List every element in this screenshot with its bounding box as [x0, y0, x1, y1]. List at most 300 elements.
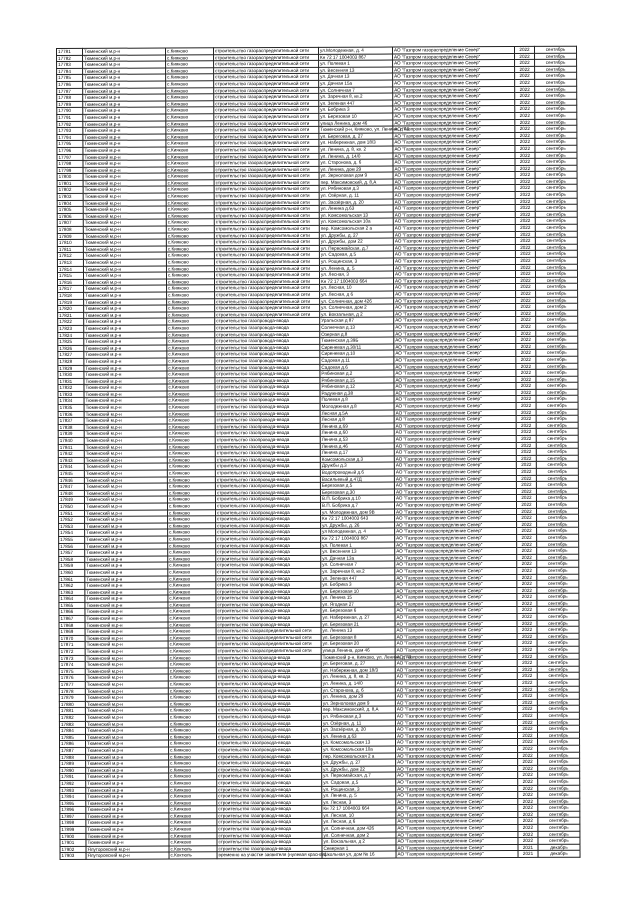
locality-cell: с.Кияково [168, 549, 216, 556]
month-cell: сентябрь [535, 66, 577, 73]
organization-cell: АО "Газпром газораспределение Север" [393, 264, 515, 271]
month-cell: сентябрь [536, 336, 578, 343]
locality-cell: с.Кияково [167, 298, 215, 305]
district-cell: Тюменский м.р-н [85, 674, 168, 681]
month-cell: сентябрь [536, 290, 578, 297]
work-type-cell: строительство газораспределительной сети [214, 166, 319, 173]
row-number-cell: 17857 [59, 550, 85, 557]
address-cell: В.П. Бобрика д.10 [320, 495, 394, 502]
work-type-cell: строительство газопровода-ввода [215, 430, 320, 437]
year-cell: 2022 [515, 139, 535, 146]
month-cell: сентябрь [538, 818, 580, 825]
month-cell: сентябрь [537, 580, 579, 587]
work-type-cell: строительство газопровода-ввода [216, 733, 321, 740]
row-number-cell: 17882 [59, 714, 85, 721]
district-cell: Тюменский м.р-н [83, 160, 166, 167]
year-cell: 2022 [517, 627, 537, 634]
address-cell: ул. Старонова, д. 6 [319, 159, 393, 166]
year-cell: 2022 [516, 429, 536, 436]
locality-cell: с.Кияково [169, 826, 217, 833]
month-cell: сентябрь [535, 257, 577, 264]
organization-cell: АО "Газпром газораспределение Север" [396, 798, 518, 805]
year-cell: 2022 [517, 646, 537, 653]
locality-cell: с.Кияково [168, 523, 216, 530]
year-cell: 2022 [516, 396, 536, 403]
district-cell: Тюменский м.р-н [86, 806, 169, 813]
year-cell: 2022 [516, 416, 536, 423]
address-cell: Ленина д.69 [320, 423, 394, 430]
organization-cell: АО "Газпром газораспределение Север" [395, 666, 517, 673]
month-cell: сентябрь [535, 152, 577, 159]
month-cell: сентябрь [537, 725, 579, 732]
year-cell: 2022 [517, 726, 537, 733]
work-type-cell: строительство газопровода-ввода [216, 535, 321, 542]
district-cell: Тюменский м.р-н [83, 134, 166, 141]
work-type-cell: строительство газораспределительной сети [214, 61, 319, 68]
district-cell: Ялуторовский м.р-н [86, 852, 169, 859]
row-number-cell: 17781 [57, 48, 83, 55]
locality-cell: с.Кияково [166, 61, 214, 68]
district-cell: Тюменский м.р-н [83, 147, 166, 154]
organization-cell: АО "Газпром газораспределение Север" [393, 225, 515, 232]
work-type-cell: строительство газопровода-ввода [215, 450, 320, 457]
organization-cell: АО "Газпром газораспределение Север" [394, 330, 516, 337]
row-number-cell: 17812 [57, 253, 83, 260]
locality-cell: с.Кияково [166, 147, 214, 154]
locality-cell: с.Кияково [169, 799, 217, 806]
month-cell: сентябрь [536, 422, 578, 429]
locality-cell: с.Кияково [168, 582, 216, 589]
locality-cell: с.Кияково [166, 127, 214, 134]
month-cell: сентябрь [537, 534, 579, 541]
organization-cell: АО "Газпром газораспределение Север" [395, 712, 517, 719]
address-cell: ул. Зерноловая дом 9 [321, 700, 395, 707]
address-cell: ул. Ленина 15 [321, 594, 395, 601]
work-type-cell: строительство газораспределительной сети [214, 47, 319, 54]
address-cell: Рябиновая д.12 [320, 383, 394, 390]
locality-cell: с.Кияково [168, 701, 216, 708]
year-cell: 2022 [516, 455, 536, 462]
work-type-cell: строительство газопровода-ввода [217, 766, 322, 773]
row-number-cell: 17870 [59, 635, 85, 642]
organization-cell: АО "Газпром газораспределение Север" [393, 178, 515, 185]
organization-cell: АО "Газпром газораспределение Север" [394, 495, 516, 502]
row-number-cell: 17789 [57, 101, 83, 108]
work-type-cell: строительство газопровода-ввода [216, 707, 321, 714]
address-cell: Тюменский р-н, Кияково, ул. Ленина, д 43 [322, 654, 412, 660]
district-cell: Тюменский м.р-н [83, 239, 166, 246]
organization-cell: АО "Газпром газораспределение Север" [394, 403, 516, 410]
address-cell: ул. Заозёрная, д. 20 [321, 726, 395, 733]
month-cell: сентябрь [537, 541, 579, 548]
work-type-cell: строительство газопровода-ввода [217, 806, 322, 813]
address-cell: ул. Озёрная, д. 11 [319, 192, 393, 199]
district-cell: Тюменский м.р-н [83, 55, 166, 62]
row-number-cell: 17854 [59, 530, 85, 537]
month-cell: сентябрь [536, 350, 578, 357]
district-cell: Тюменский м.р-н [85, 615, 168, 622]
locality-cell: с.Кияково [167, 318, 215, 325]
year-cell: 2022 [517, 607, 537, 614]
locality-cell: с.Кияково [169, 760, 217, 767]
work-type-cell: строительство газопровода-ввода [216, 667, 321, 674]
month-cell: сентябрь [535, 244, 577, 251]
work-type-cell: строительство газопровода-ввода [217, 779, 322, 786]
district-cell: Тюменский м.р-н [83, 127, 166, 134]
locality-cell: с.Кияково [168, 608, 216, 615]
work-type-cell: строительство газопровода-ввода [217, 812, 322, 819]
district-cell: Тюменский м.р-н [83, 81, 166, 88]
row-number-cell: 17804 [57, 200, 83, 207]
locality-cell: с.Кияково [167, 450, 215, 457]
month-cell: сентябрь [537, 626, 579, 633]
year-cell: 2022 [518, 772, 538, 779]
district-cell: Тюменский м.р-н [84, 404, 167, 411]
locality-cell: с.Кияково [167, 483, 215, 490]
month-cell: сентябрь [535, 132, 577, 139]
row-number-cell: 17830 [58, 371, 84, 378]
organization-cell: АО "Газпром газораспределение Север" [393, 112, 515, 119]
year-cell: 2022 [515, 191, 535, 198]
row-number-cell: 17867 [59, 615, 85, 622]
address-cell: ул. Рябиновая д.3 [319, 185, 393, 192]
month-cell: сентябрь [536, 389, 578, 396]
address-cell: Кн 72 17 1004003 664 [320, 278, 394, 285]
work-type-cell: строительство газораспределительной сети [214, 159, 319, 166]
locality-cell: с.Кияково [167, 331, 215, 338]
locality-cell: с.Кияково [168, 654, 216, 661]
district-cell: Тюменский м.р-н [84, 285, 167, 292]
year-cell: 2022 [518, 798, 538, 805]
address-cell: ул. Старонова, д. 6 [321, 687, 395, 694]
year-cell: 2022 [515, 66, 535, 73]
work-type-cell: строительство газораспределительной сети [216, 628, 321, 635]
row-number-cell: 17794 [57, 134, 83, 141]
district-cell: Тюменский м.р-н [83, 121, 166, 128]
organization-cell: АО "Газпром газораспределение Север" [395, 614, 517, 621]
district-cell: Тюменский м.р-н [85, 635, 168, 642]
row-number-cell: 17825 [58, 339, 84, 346]
district-cell: Тюменский м.р-н [84, 397, 167, 404]
row-number-cell: 17884 [59, 728, 85, 735]
organization-cell: АО "Газпром газораспределение Север" [395, 587, 517, 594]
month-cell: сентябрь [535, 224, 577, 231]
year-cell: 2022 [514, 46, 534, 53]
locality-cell: с.Коктюль [169, 846, 217, 853]
row-number-cell: 17902 [60, 846, 86, 853]
address-cell: ул. Рябиновая д.3 [321, 713, 395, 720]
row-number-cell: 17828 [58, 358, 84, 365]
organization-cell: АО "Газпром газораспределение Север" [393, 106, 515, 113]
organization-cell: АО "Газпром газораспределение Север" [394, 383, 516, 390]
row-number-cell: 17855 [59, 536, 85, 543]
locality-cell: с.Кияково [168, 542, 216, 549]
locality-cell: с.Кияково [168, 674, 216, 681]
locality-cell: с.Кияково [167, 285, 215, 292]
month-cell: сентябрь [535, 264, 577, 271]
district-cell: Тюменский м.р-н [83, 246, 166, 253]
month-cell: сентябрь [536, 297, 578, 304]
year-cell: 2022 [515, 73, 535, 80]
work-type-cell: строительство газораспределительной сети [214, 74, 319, 81]
month-cell: сентябрь [536, 462, 578, 469]
month-cell: сентябрь [535, 198, 577, 205]
organization-cell: АО "Газпром газораспределение Север" [395, 673, 517, 680]
locality-cell: с.Кияково [169, 806, 217, 813]
address-cell: ул. Заречная 8, кв.2 [319, 93, 393, 100]
work-type-cell: строительство газопровода-ввода [215, 423, 320, 430]
work-type-cell: строительство газопровода-ввода [216, 548, 321, 555]
organization-cell: АО "Газпром газораспределение Север" [395, 719, 517, 726]
district-cell: Тюменский м.р-н [83, 206, 166, 213]
year-cell: 2022 [515, 172, 535, 179]
year-cell: 2022 [516, 422, 536, 429]
locality-cell: с.Кияково [168, 720, 216, 727]
row-number-cell: 17863 [59, 589, 85, 596]
row-number-cell: 17877 [59, 681, 85, 688]
month-cell: сентябрь [537, 666, 579, 673]
year-cell: 2022 [515, 244, 535, 251]
organization-cell: АО "Газпром газораспределение Север" [394, 363, 516, 370]
month-cell: сентябрь [535, 112, 577, 119]
locality-cell: с.Кияково [167, 437, 215, 444]
work-type-cell: строительство газопровода-ввода [215, 337, 320, 344]
organization-cell: АО "Газпром газораспределение Север" [394, 449, 516, 456]
row-number-cell: 17814 [57, 266, 83, 273]
work-type-cell: строительство газопровода-ввода [215, 318, 320, 325]
district-cell: Тюменский м.р-н [83, 68, 166, 75]
address-cell: Березовая д.5 [320, 482, 394, 489]
year-cell: 2022 [517, 712, 537, 719]
row-number-cell: 17816 [58, 279, 84, 286]
district-cell: Тюменский м.р-н [83, 94, 166, 101]
year-cell: 2022 [517, 587, 537, 594]
work-type-cell: строительство газопровода-ввода [215, 469, 320, 476]
locality-cell: с.Кияково [166, 140, 214, 147]
row-number-cell: 17887 [60, 747, 86, 754]
organization-cell: АО "Газпром газораспределение Север" [394, 416, 516, 423]
district-cell: Тюменский м.р-н [85, 510, 168, 517]
organization-cell: АО "Газпром газораспределение Север" [396, 851, 518, 858]
year-cell: 2022 [515, 152, 535, 159]
row-number-cell: 17791 [57, 114, 83, 121]
year-cell: 2022 [518, 739, 538, 746]
row-number-cell: 17893 [60, 787, 86, 794]
organization-cell: АО "Газпром газораспределение Север" [394, 475, 516, 482]
month-cell: сентябрь [536, 383, 578, 390]
locality-cell: с.Кияково [168, 734, 216, 741]
organization-cell: АО "Газпром газораспределение Север" [393, 73, 515, 80]
district-cell: Тюменский м.р-н [85, 641, 168, 648]
work-type-cell: строительство газопровода-ввода [215, 463, 320, 470]
row-number-cell: 17901 [60, 840, 86, 847]
month-cell: сентябрь [537, 659, 579, 666]
district-cell: Тюменский м.р-н [83, 88, 166, 95]
row-number-cell: 17811 [57, 246, 83, 253]
year-cell: 2022 [515, 93, 535, 100]
row-number-cell: 17871 [59, 642, 85, 649]
address-cell: ул. Бобрика 3 [319, 106, 393, 113]
address-cell: Радужная д.38 [320, 390, 394, 397]
month-cell: сентябрь [538, 798, 580, 805]
work-type-cell: строительство газораспределительной сети [214, 140, 319, 147]
month-cell: сентябрь [537, 692, 579, 699]
year-cell: 2022 [515, 165, 535, 172]
locality-cell: с.Кияково [168, 661, 216, 668]
month-cell: сентябрь [536, 356, 578, 363]
address-cell: ул. Ленина 13 [321, 627, 395, 634]
row-number-cell: 17862 [59, 582, 85, 589]
year-cell: 2022 [518, 811, 538, 818]
organization-cell: АО "Газпром газораспределение Север" [393, 165, 515, 172]
year-cell: 2022 [516, 468, 536, 475]
locality-cell: с.Кияково [167, 470, 215, 477]
row-number-cell: 17820 [58, 306, 84, 313]
year-cell: 2022 [516, 442, 536, 449]
row-number-cell: 17805 [57, 207, 83, 214]
month-cell: декабрь [538, 851, 580, 858]
work-type-cell: строительство газопровода-ввода [215, 417, 320, 424]
district-cell: Тюменский м.р-н [85, 734, 168, 741]
work-type-cell: строительство газопровода-ввода [215, 384, 320, 391]
row-number-cell: 17878 [59, 688, 85, 695]
month-cell: сентябрь [537, 594, 579, 601]
row-number-cell: 17888 [60, 754, 86, 761]
year-cell: 2022 [516, 330, 536, 337]
district-cell: Тюменский м.р-н [85, 628, 168, 635]
row-number-cell: 17835 [58, 404, 84, 411]
organization-cell: АО "Газпром газораспределение Север" [393, 126, 515, 133]
district-cell: Тюменский м.р-н [83, 180, 166, 187]
month-cell: сентябрь [538, 745, 580, 752]
month-cell: сентябрь [535, 145, 577, 152]
district-cell: Тюменский м.р-н [85, 595, 168, 602]
district-cell: Тюменский м.р-н [85, 681, 168, 688]
year-cell: 2022 [517, 666, 537, 673]
work-type-cell: строительство газопровода-ввода [217, 786, 322, 793]
locality-cell: с.Кияково [169, 819, 217, 826]
organization-cell: АО "Газпром газораспределение Север" [395, 620, 517, 627]
year-cell: 2022 [515, 159, 535, 166]
work-type-cell: строительство газопровода-ввода [217, 753, 322, 760]
month-cell: сентябрь [535, 59, 577, 66]
month-cell: декабрь [538, 844, 580, 851]
district-cell: Тюменский м.р-н [85, 655, 168, 662]
district-cell: Тюменский м.р-н [84, 417, 167, 424]
organization-cell: АО "Газпром газораспределение Север" [394, 310, 516, 317]
locality-cell: с.Кияково [168, 575, 216, 582]
organization-cell: АО "Газпром газораспределение Север" [394, 290, 516, 297]
year-cell: 2022 [515, 257, 535, 264]
month-cell: сентябрь [537, 567, 579, 574]
row-number-cell: 17841 [58, 444, 84, 451]
year-cell: 2022 [515, 224, 535, 231]
organization-cell: АО "Газпром газораспределение Север" [394, 389, 516, 396]
work-type-cell: строительство газораспределительной сети [214, 146, 319, 153]
year-cell: 2022 [516, 317, 536, 324]
organization-cell: АО "Газпром газораспределение Север" [394, 482, 516, 489]
organization-cell: АО "Газпром газораспределение Север" [393, 244, 515, 251]
year-cell: 2022 [516, 462, 536, 469]
address-cell: ул. Набережная, дом 18/3 [321, 667, 395, 674]
locality-cell: с.Кияково [166, 153, 214, 160]
year-cell: 2021 [518, 851, 538, 858]
district-cell: Тюменский м.р-н [84, 378, 167, 385]
organization-cell: АО "Газпром газораспределение Север" [395, 508, 517, 515]
organization-cell: АО "Газпром газораспределение Север" [393, 211, 515, 218]
organization-cell: АО "Газпром газораспределение Север" [393, 86, 515, 93]
address-cell: ул. Бобрика 3 [321, 581, 395, 588]
organization-cell: АО "Газпром газораспределение Север" [393, 251, 515, 258]
address-cell: ул. Ягодная 27 [321, 601, 395, 608]
row-number-cell: 17813 [57, 259, 83, 266]
month-cell: сентябрь [535, 53, 577, 60]
address-cell: ул. Солнечная 7 [321, 561, 395, 568]
organization-cell: АО "Газпром газораспределение Север" [395, 521, 517, 528]
row-number-cell: 17866 [59, 609, 85, 616]
district-cell: Тюменский м.р-н [83, 272, 166, 279]
year-cell: 2022 [517, 528, 537, 535]
locality-cell: с.Кияково [168, 707, 216, 714]
work-type-cell: строительство газопровода-ввода [217, 819, 322, 826]
locality-cell: с.Кияково [167, 410, 215, 417]
work-type-cell: строительство газопровода-ввода [217, 799, 322, 806]
organization-cell: АО "Газпром газораспределение Север" [396, 844, 518, 851]
row-number-cell: 17792 [57, 121, 83, 128]
district-cell: Тюменский м.р-н [83, 167, 166, 174]
month-cell: сентябрь [535, 125, 577, 132]
month-cell: сентябрь [537, 732, 579, 739]
district-cell: Тюменский м.р-н [86, 839, 169, 846]
month-cell: сентябрь [536, 402, 578, 409]
organization-cell: АО "Газпром газораспределение Север" [395, 567, 517, 574]
month-cell: сентябрь [536, 330, 578, 337]
row-number-cell: 17845 [58, 470, 84, 477]
district-cell: Тюменский м.р-н [85, 688, 168, 695]
district-cell: Тюменский м.р-н [86, 740, 169, 747]
district-cell: Тюменский м.р-н [84, 450, 167, 457]
month-cell: сентябрь [537, 547, 579, 554]
work-type-cell: строительство газопровода-ввода [215, 344, 320, 351]
organization-cell: АО "Газпром газораспределение Север" [396, 772, 518, 779]
organization-cell: АО "Газпром газораспределение Север" [395, 554, 517, 561]
address-cell: ул. Дружбы, дом 22 [322, 766, 396, 773]
locality-cell: с.Кияково [169, 740, 217, 747]
table-body [57, 46, 581, 859]
address-cell: Рябиновая д.15 [320, 377, 394, 384]
district-cell: Тюменский м.р-н [83, 173, 166, 180]
year-cell: 2022 [517, 567, 537, 574]
locality-cell: с.Кияково [169, 786, 217, 793]
row-number-cell: 17785 [57, 75, 83, 82]
organization-cell: АО "Газпром газораспределение Север" [393, 66, 515, 73]
locality-cell: с.Кияково [166, 272, 214, 279]
district-cell: Тюменский м.р-н [84, 411, 167, 418]
organization-cell: АО "Газпром газораспределение Север" [394, 304, 516, 311]
address-cell: ул. Ленина, дом 29 [321, 693, 395, 700]
district-cell: Тюменский м.р-н [85, 529, 168, 536]
address-cell: ул. Комсомольская 13 [322, 739, 396, 746]
month-cell: сентябрь [535, 178, 577, 185]
month-cell: сентябрь [536, 409, 578, 416]
year-cell: 2022 [517, 521, 537, 528]
row-number-cell: 17821 [58, 312, 84, 319]
work-type-cell: строительство газопровода-ввода [215, 483, 320, 490]
row-number-cell: 17815 [57, 273, 83, 280]
locality-cell: с.Кияково [166, 173, 214, 180]
month-cell: сентябрь [535, 92, 577, 99]
row-number-cell: 17824 [58, 332, 84, 339]
